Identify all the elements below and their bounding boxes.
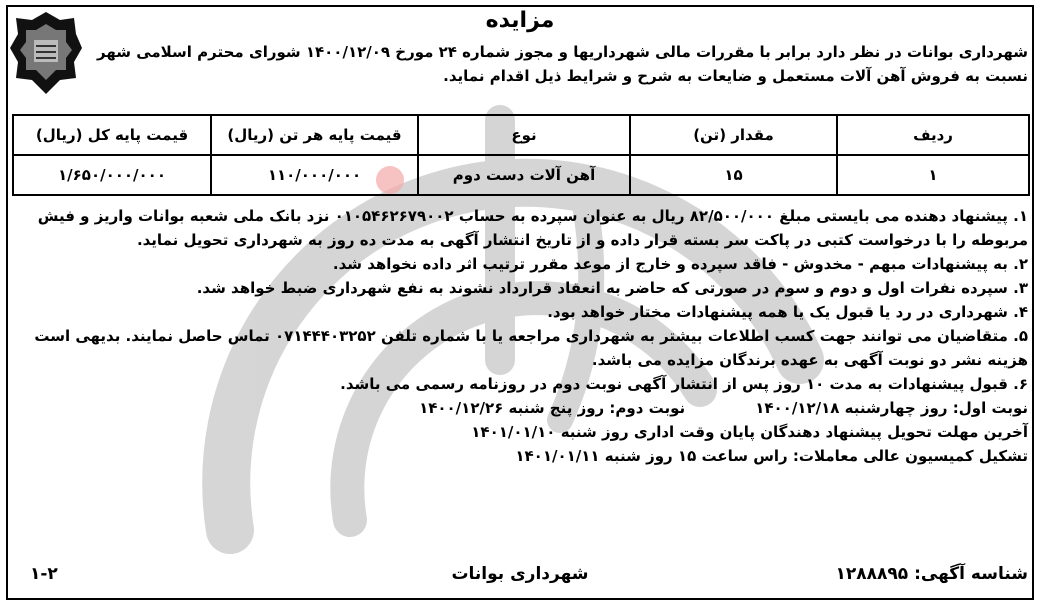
- commission-meeting: تشکیل کمیسیون عالی معاملات: راس ساعت ۱۵ روز شنبه ۱۴۰۱/۰۱/۱۱: [515, 447, 1028, 465]
- term-1-line-2: مربوطه را با درخواست کتبی در پاکت سر بسته قرار داده و از تاریخ انتشار آگهی به مدت ده روز به شهرداری تحویل نماید.: [136, 231, 1028, 249]
- cell-quantity: ۱۵: [630, 155, 837, 195]
- terms-list: [12, 204, 1028, 468]
- table-header-row: [13, 115, 1029, 155]
- term-1-line-1: ۱. پیشنهاد دهنده می بایستی مبلغ ۸۲/۵۰۰/۰۰۰ ریال به عنوان سپرده به حساب ۰۱۰۵۴۶۲۶۷۹۰۰۲ نزد بانک ملی شعبه بوانات واریز و فیش: [37, 207, 1028, 225]
- header-type: نوع: [418, 115, 630, 155]
- term-4: ۴. شهرداری در رد یا قبول یک یا همه پیشنهادات مختار خواهد بود.: [547, 303, 1028, 321]
- table-row: [13, 155, 1029, 195]
- header-unit-price: قیمت پایه هر تن (ریال): [211, 115, 418, 155]
- cell-row-number: ۱: [837, 155, 1029, 195]
- header-total-price: قیمت پایه کل (ریال): [13, 115, 211, 155]
- header-row-number: ردیف: [837, 115, 1029, 155]
- first-round: نوبت اول: روز چهارشنبه ۱۴۰۰/۱۲/۱۸: [755, 399, 1028, 417]
- submission-deadline: آخرین مهلت تحویل پیشنهاد دهندگان پایان وقت اداری روز شنبه ۱۴۰۱/۰۱/۱۰: [471, 423, 1028, 441]
- second-round: نوبت دوم: روز پنج شنبه ۱۴۰۰/۱۲/۲۶: [419, 399, 686, 417]
- intro-line-2: نسبت به فروش آهن آلات مستعمل و ضایعات به شرح و شرایط ذیل اقدام نماید.: [443, 67, 1028, 85]
- cell-type: آهن آلات دست دوم: [418, 155, 630, 195]
- term-2: ۲. به پیشنهادات مبهم - مخدوش - فاقد سپرده و خارج از موعد مقرر ترتیب اثر داده نخواهد شد.: [332, 255, 1028, 273]
- term-6: ۶. قبول پیشنهادات به مدت ۱۰ روز پس از انتشار آگهی نوبت دوم در روزنامه رسمی می باشد.: [340, 375, 1028, 393]
- header-quantity: مقدار (تن): [630, 115, 837, 155]
- items-table: [12, 114, 1030, 196]
- notice-footer: [12, 564, 1028, 590]
- ad-id: شناسه آگهی: ۱۲۸۸۸۹۵: [835, 564, 1028, 584]
- term-3: ۳. سپرده نفرات اول و دوم و سوم در صورتی که حاضر به انعقاد قرارداد نشوند به نفع شهرداری ضبط خواهد شد.: [196, 279, 1028, 297]
- page-code: ۱-۲: [30, 564, 58, 584]
- cell-total-price: ۱/۶۵۰/۰۰۰/۰۰۰: [13, 155, 211, 195]
- term-5-line-2: هزینه نشر دو نوبت آگهی به عهده برندگان مزایده می باشد.: [591, 351, 1028, 369]
- term-5-line-1: ۵. متقاضیان می توانند جهت کسب اطلاعات بیشتر به شهرداری مراجعه یا با شماره تلفن ۰۷۱۴۴۴۰۳۲۵۲ تماس حاصل نمایند. بدیهی است: [34, 327, 1028, 345]
- publication-rounds: [12, 396, 1028, 420]
- notice-intro: [96, 40, 1028, 88]
- cell-unit-price: ۱۱۰/۰۰۰/۰۰۰: [211, 155, 418, 195]
- intro-line-1: شهرداری بوانات در نظر دارد برابر با مقررات مالی شهرداریها و مجوز شماره ۲۴ مورخ ۱۴۰۰/۱۲/۰۹ شورای محترم اسلامی شهر: [97, 43, 1028, 61]
- notice-title: مزایده: [485, 8, 555, 33]
- organization-name: شهرداری بوانات: [451, 564, 589, 584]
